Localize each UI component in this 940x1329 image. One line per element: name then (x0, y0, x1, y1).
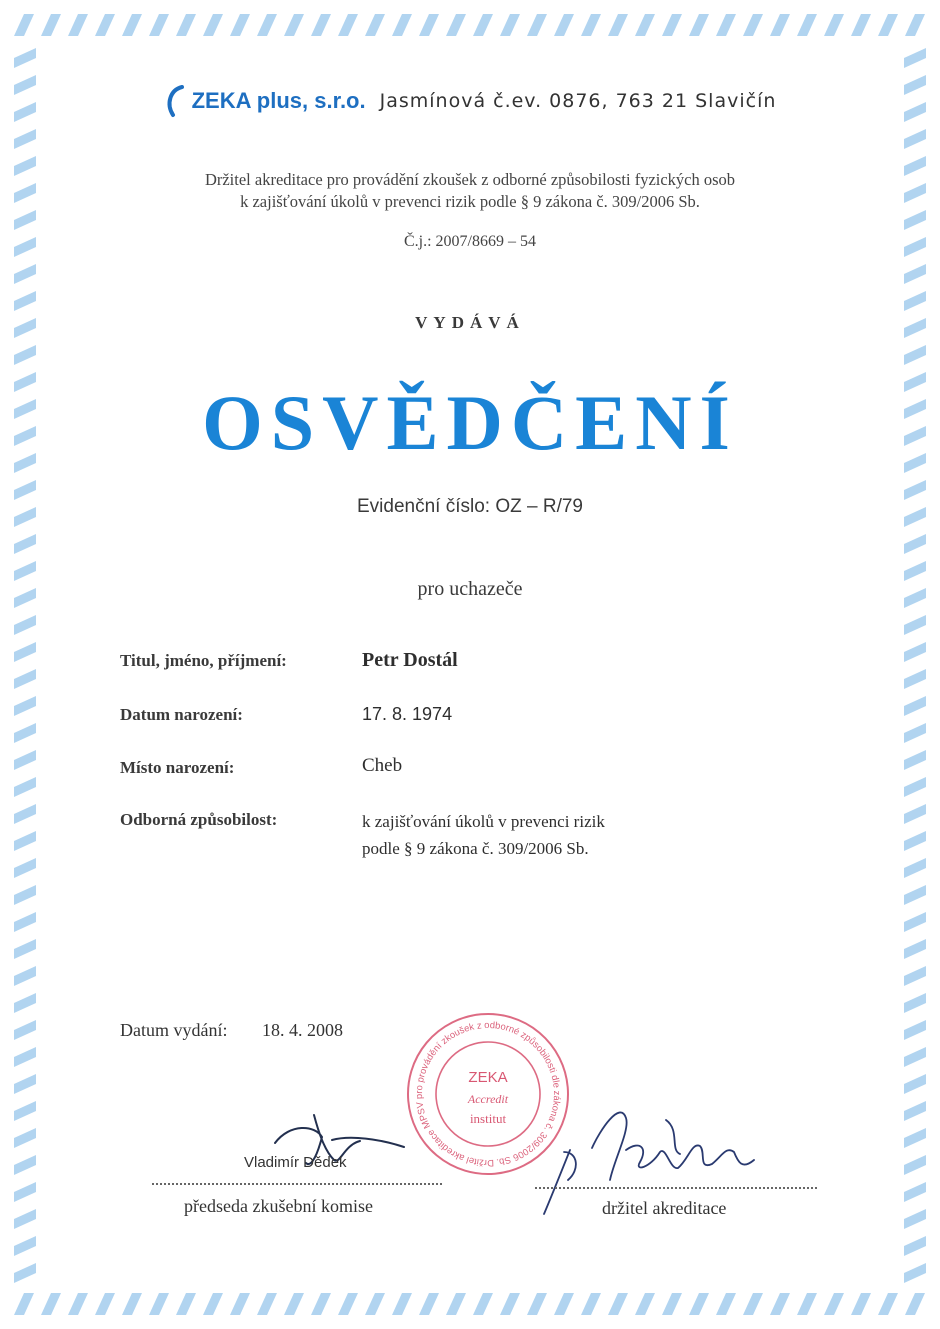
border-segment (68, 1293, 88, 1315)
border-segment (122, 14, 142, 36)
border-segment (149, 1293, 169, 1315)
stamp-center-mid: Accredit (467, 1092, 509, 1106)
border-segment (904, 1047, 926, 1067)
border-segment (904, 858, 926, 878)
border-segment (608, 1293, 628, 1315)
border-segment (770, 1293, 790, 1315)
border-segment (14, 1047, 36, 1067)
border-segment (14, 48, 36, 68)
border-segment (14, 804, 36, 824)
birth-date-label: Datum narození: (120, 705, 243, 724)
border-segment (904, 1155, 926, 1175)
border-segment (14, 696, 36, 716)
accreditation-line-2: k zajišťování úkolů v prevenci rizik podle § 9 zákona č. 309/2006 Sb. (240, 192, 700, 211)
border-segment (904, 885, 926, 905)
border-segment (14, 1101, 36, 1121)
border-segment (14, 777, 36, 797)
border-segment (689, 14, 709, 36)
for-applicant: pro uchazeče (417, 578, 523, 600)
accreditation-line-1: Držitel akreditace pro provádění zkoušek z odborné způsobilosti fyzických osob (204, 170, 736, 189)
border-segment (14, 831, 36, 851)
stamp-ring-text: Držitel akreditace MPSV pro provádění zkoušek z odborné způsobilosti dle zákona č. 309/2006 Sb. (412, 1018, 564, 1170)
border-segment (500, 1293, 520, 1315)
border-segment (743, 14, 763, 36)
right-signatory-role: držitel akreditace (602, 1198, 727, 1218)
border-segment (257, 1293, 277, 1315)
reference-number: Č.j.: 2007/8669 – 54 (403, 233, 536, 250)
border-segment (743, 1293, 763, 1315)
border-segment (904, 1182, 926, 1202)
border-segment (500, 14, 520, 36)
border-segment (904, 1101, 926, 1121)
border-segment (554, 1293, 574, 1315)
border-segment (14, 1293, 34, 1315)
border-segment (365, 1293, 385, 1315)
border-segment (14, 858, 36, 878)
certificate-title: OSVĚDČENÍ (202, 379, 738, 466)
border-segment (392, 14, 412, 36)
border-segment (904, 1128, 926, 1148)
border-segment (824, 1293, 844, 1315)
border-segment (149, 14, 169, 36)
border-segment (878, 1293, 898, 1315)
border-segment (797, 14, 817, 36)
border-segment (904, 1236, 926, 1256)
border-segment (14, 1128, 36, 1148)
competence-line-1: k zajišťování úkolů v prevenci rizik (362, 812, 605, 831)
border-segment (473, 14, 493, 36)
border-segment (14, 1182, 36, 1202)
border-segment (904, 1263, 926, 1283)
border-segment (338, 1293, 358, 1315)
border-segment (14, 1020, 36, 1040)
border-segment (905, 1293, 925, 1315)
border-segment (904, 804, 926, 824)
name-label: Titul, jméno, příjmení: (120, 651, 287, 670)
border-segment (662, 1293, 682, 1315)
left-signatory-name: Vladimír Dědek (244, 1154, 347, 1171)
border-segment (419, 1293, 439, 1315)
border-segment (904, 669, 926, 689)
border-segment (284, 14, 304, 36)
border-segment (878, 14, 898, 36)
birth-date-value: 17. 8. 1974 (362, 704, 453, 724)
border-segment (635, 14, 655, 36)
border-segment (14, 210, 36, 230)
border-segment (419, 14, 439, 36)
border-segment (365, 14, 385, 36)
issue-date-value: 18. 4. 2008 (262, 1020, 343, 1040)
border-segment (581, 14, 601, 36)
border-segment (338, 14, 358, 36)
border-segment (904, 966, 926, 986)
border-segment (554, 14, 574, 36)
border-segment (904, 912, 926, 932)
left-signature-line (152, 1183, 442, 1185)
border-segment (176, 14, 196, 36)
border-segment (904, 1209, 926, 1229)
border-segment (41, 14, 61, 36)
border-segment (527, 14, 547, 36)
border-segment (14, 291, 36, 311)
border-segment (284, 1293, 304, 1315)
border-segment (904, 777, 926, 797)
border-segment (770, 14, 790, 36)
border-segment (904, 291, 926, 311)
border-segment (716, 1293, 736, 1315)
border-segment (95, 14, 115, 36)
border-segment (176, 1293, 196, 1315)
border-segment (41, 1293, 61, 1315)
border-segment (904, 48, 926, 68)
border-segment (904, 345, 926, 365)
competence-line-2: podle § 9 zákona č. 309/2006 Sb. (362, 839, 589, 858)
border-segment (257, 14, 277, 36)
border-segment (14, 534, 36, 554)
border-segment (14, 993, 36, 1013)
border-segment (446, 1293, 466, 1315)
border-segment (904, 534, 926, 554)
border-segment (904, 210, 926, 230)
border-segment (904, 750, 926, 770)
border-segment (14, 1236, 36, 1256)
border-segment (14, 885, 36, 905)
border-segment (905, 14, 925, 36)
border-segment (14, 750, 36, 770)
border-segment (662, 14, 682, 36)
border-segment (824, 14, 844, 36)
border-segment (14, 642, 36, 662)
border-segment (527, 1293, 547, 1315)
border-segment (68, 14, 88, 36)
border-segment (311, 1293, 331, 1315)
stamp-center-top: ZEKA (468, 1069, 508, 1086)
border-segment (446, 14, 466, 36)
border-segment (904, 993, 926, 1013)
border-segment (14, 966, 36, 986)
border-segment (904, 264, 926, 284)
left-signatory-role: předseda zkušební komise (184, 1196, 373, 1216)
border-segment (14, 615, 36, 635)
zeka-logo-icon (164, 84, 186, 118)
border-segment (95, 1293, 115, 1315)
border-segment (904, 642, 926, 662)
right-signature-line (535, 1187, 817, 1189)
competence-label: Odborná způsobilost: (120, 810, 278, 829)
border-segment (392, 1293, 412, 1315)
border-segment (904, 1020, 926, 1040)
border-segment (230, 1293, 250, 1315)
issue-date-label: Datum vydání: (120, 1020, 228, 1040)
border-segment (689, 1293, 709, 1315)
border-segment (797, 1293, 817, 1315)
border-segment (904, 129, 926, 149)
border-segment (230, 14, 250, 36)
border-segment (14, 1209, 36, 1229)
birth-place-label: Místo narození: (120, 758, 235, 777)
border-segment (635, 1293, 655, 1315)
border-segment (716, 14, 736, 36)
border-segment (608, 14, 628, 36)
border-segment (14, 264, 36, 284)
border-segment (904, 696, 926, 716)
issues-heading: VYDÁVÁ (415, 313, 525, 332)
name-value: Petr Dostál (362, 649, 458, 671)
border-segment (14, 345, 36, 365)
border-segment (14, 669, 36, 689)
border-segment (14, 14, 34, 36)
border-segment (904, 831, 926, 851)
border-segment (203, 14, 223, 36)
border-segment (473, 1293, 493, 1315)
border-segment (904, 723, 926, 743)
border-segment (14, 129, 36, 149)
stamp-center-bottom: institut (469, 1111, 507, 1126)
company-name: ZEKA plus, s.r.o. (191, 88, 366, 113)
border-segment (203, 1293, 223, 1315)
border-segment (14, 1263, 36, 1283)
border-segment (904, 939, 926, 959)
border-segment (14, 1074, 36, 1094)
border-segment (14, 939, 36, 959)
border-segment (14, 723, 36, 743)
border-segment (904, 1074, 926, 1094)
border-segment (122, 1293, 142, 1315)
border-segment (904, 615, 926, 635)
border-segment (581, 1293, 601, 1315)
evidence-number: Evidenční číslo: OZ – R/79 (357, 496, 583, 517)
letterhead (0, 84, 940, 118)
border-segment (14, 912, 36, 932)
border-segment (311, 14, 331, 36)
border-segment (851, 14, 871, 36)
border-segment (851, 1293, 871, 1315)
border-segment (14, 1155, 36, 1175)
company-address: Jasmínová č.ev. 0876, 763 21 Slavičín (379, 90, 777, 112)
birth-place-value: Cheb (362, 755, 403, 776)
